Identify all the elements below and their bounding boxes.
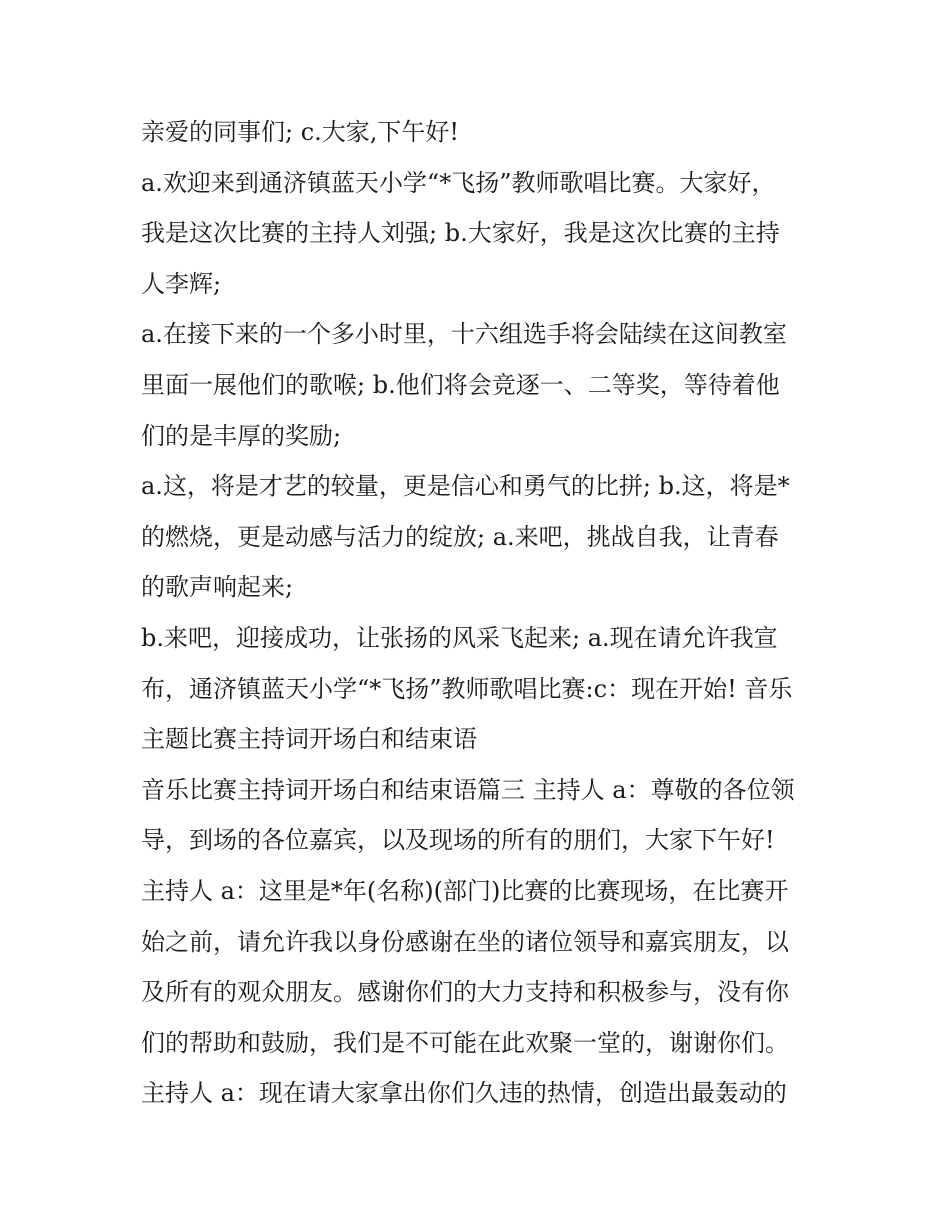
text-line: 亲爱的同事们; c.大家,下午好! <box>141 118 460 146</box>
text-line: 们的帮助和鼓励，我们是不可能在此欢聚一堂的，谢谢你们。 <box>141 1028 789 1057</box>
text-line: 音乐比赛主持词开场白和结束语篇三 主持人 a：尊敬的各位领 <box>141 775 795 804</box>
text-line: 导，到场的各位嘉宾，以及现场的所有的朋们，大家下午好! <box>141 826 775 855</box>
text-line: 的歌声响起来; <box>141 573 294 602</box>
text-line: 主持人 a：现在请大家拿出你们久违的热情，创造出最轰动的 <box>141 1079 787 1108</box>
text-line: 主持人 a：这里是*年(名称)(部门)比赛的比赛现场，在比赛开 <box>141 876 789 905</box>
document-body <box>141 107 821 1119</box>
text-line: 始之前，请允许我以身份感谢在坐的诸位领导和嘉宾朋友，以 <box>141 927 789 956</box>
text-line: a.这，将是才艺的较量，更是信心和勇气的比拼; b.这，将是* <box>141 472 790 501</box>
text-line: 们的是丰厚的奖励; <box>141 421 342 450</box>
text-line: 布，通济镇蓝天小学“*飞扬”教师歌唱比赛:c：现在开始! 音乐 <box>141 674 793 703</box>
text-line: a.欢迎来到通济镇蓝天小学“*飞扬”教师歌唱比赛。大家好， <box>141 168 776 197</box>
text-line: 及所有的观众朋友。感谢你们的大力支持和积极参与，没有你 <box>141 978 789 1007</box>
text-line: 的燃烧，更是动感与活力的绽放; a.来吧，挑战自我，让青春 <box>141 522 779 551</box>
text-line: 我是这次比赛的主持人刘强; b.大家好，我是这次比赛的主持 <box>141 219 780 248</box>
text-line: a.在接下来的一个多小时里，十六组选手将会陆续在这间教室 <box>141 320 787 349</box>
text-line: 里面一展他们的歌喉; b.他们将会竞逐一、二等奖，等待着他 <box>141 370 780 399</box>
text-line: 主题比赛主持词开场白和结束语 <box>141 725 477 754</box>
text-line: b.来吧，迎接成功，让张扬的风采飞起来; a.现在请允许我宣 <box>141 623 778 652</box>
text-line: 人李辉; <box>141 269 222 298</box>
